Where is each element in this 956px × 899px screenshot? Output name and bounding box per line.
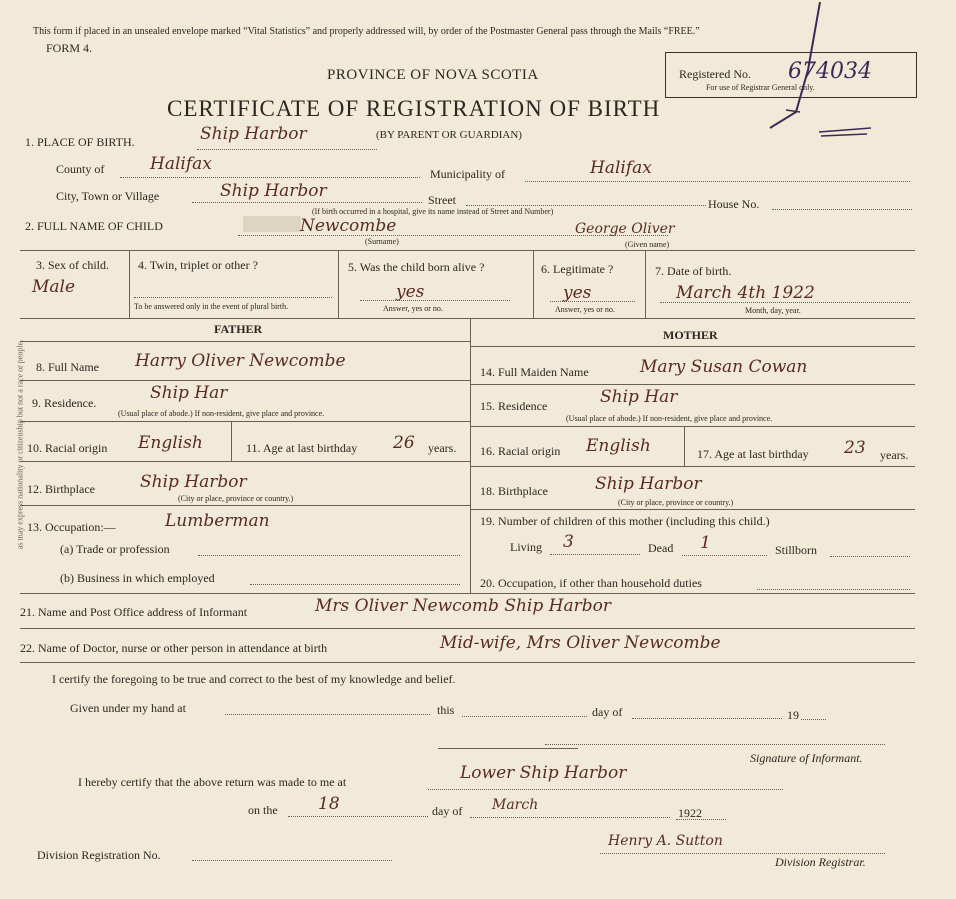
mother-residence-value: Ship Har: [600, 387, 678, 407]
year-prefix: 19: [787, 708, 799, 722]
mother-racial-value: English: [586, 436, 651, 456]
registrar-signature: Henry A. Sutton: [608, 833, 723, 849]
pen-check-mark: [760, 0, 880, 135]
given-under-hand-label: Given under my hand at: [70, 701, 186, 715]
father-birthplace-label: 12. Birthplace: [27, 482, 95, 496]
born-alive-note: Answer, yes or no.: [383, 304, 443, 313]
mother-racial-label: 16. Racial origin: [480, 444, 561, 458]
mother-residence-note: (Usual place of abode.) If non-resident, give place and province.: [566, 414, 773, 423]
dead-label: Dead: [648, 541, 674, 555]
hospital-note: (If birth occurred in a hospital, give its name instead of Street and Number): [312, 207, 554, 216]
division-registration-label: Division Registration No.: [37, 848, 161, 862]
sex-label: 3. Sex of child.: [36, 258, 109, 272]
child-surname: Newcombe: [300, 216, 397, 236]
child-given-name: George Oliver: [575, 221, 675, 237]
father-occupation-value: Lumberman: [165, 511, 270, 531]
born-alive-value: yes: [396, 282, 425, 302]
living-label: Living: [510, 540, 542, 554]
father-business-label: (b) Business in which employed: [60, 571, 215, 585]
father-birthplace-value: Ship Harbor: [140, 472, 247, 492]
mother-children-label: 19. Number of children of this mother (including this child.): [480, 514, 770, 528]
father-residence-value: Ship Har: [150, 383, 228, 403]
house-number-label: House No.: [708, 197, 760, 211]
certificate-title: CERTIFICATE OF REGISTRATION OF BIRTH: [167, 96, 661, 121]
mailing-notice: This form if placed in an unsealed envelope marked “Vital Statistics” and properly addressed will, by order of the Postmaster General pass through the Mails “FREE.”: [33, 26, 700, 37]
mother-birthplace-note: (City or place, province or country.): [618, 498, 734, 507]
mother-age-value: 23: [844, 438, 866, 458]
legitimate-value: yes: [563, 283, 592, 303]
father-name-label: 8. Full Name: [36, 360, 99, 374]
margin-note: as may express nationality or citizenship but not a race or people.: [15, 339, 25, 550]
dead-value: 1: [700, 533, 711, 553]
left-margin-strip: [0, 0, 25, 899]
child-name-label: 2. FULL NAME OF CHILD: [25, 219, 163, 233]
certify-statement: I certify the foregoing to be true and correct to the best of my knowledge and belief.: [52, 672, 456, 686]
registrar-place-value: Lower Ship Harbor: [460, 763, 627, 783]
legitimate-note: Answer, yes or no.: [555, 305, 615, 314]
sex-value: Male: [32, 277, 76, 297]
mother-occupation-label: 20. Occupation, if other than household duties: [480, 576, 702, 590]
mother-age-label: 17. Age at last birthday: [697, 447, 809, 461]
registered-number-note: For use of Registrar General only.: [706, 83, 815, 92]
street-label: Street: [428, 193, 456, 207]
father-trade-label: (a) Trade or profession: [60, 542, 170, 556]
father-age-label: 11. Age at last birthday: [246, 441, 358, 455]
mother-birthplace-value: Ship Harbor: [595, 474, 702, 494]
registrar-month-value: March: [492, 797, 539, 813]
mother-name-label: 14. Full Maiden Name: [480, 365, 589, 379]
province-heading: PROVINCE OF NOVA SCOTIA: [327, 67, 539, 83]
registrar-year-value: 1922: [678, 806, 702, 820]
municipality-label: Municipality of: [430, 167, 505, 181]
day-of-label: day of: [592, 705, 623, 719]
informant-label: 21. Name and Post Office address of Informant: [20, 605, 248, 619]
surname-caption: (Surname): [365, 237, 399, 246]
struck-out-mark: [815, 120, 875, 142]
registrar-day-value: 18: [318, 794, 340, 814]
attendant-label: 22. Name of Doctor, nurse or other person in attendance at birth: [20, 641, 328, 655]
city-label: City, Town or Village: [56, 189, 160, 203]
registrar-signature-caption: Division Registrar.: [775, 855, 866, 869]
born-alive-label: 5. Was the child born alive ?: [348, 260, 485, 274]
place-of-birth-value: Ship Harbor: [200, 124, 307, 144]
stillborn-label: Stillborn: [775, 543, 818, 557]
place-of-birth-note: (BY PARENT OR GUARDIAN): [376, 129, 522, 141]
living-value: 3: [563, 532, 574, 552]
father-heading: FATHER: [214, 322, 263, 336]
place-of-birth-label: 1. PLACE OF BIRTH.: [25, 135, 135, 149]
father-birthplace-note: (City or place, province or country.): [178, 494, 294, 503]
father-occupation-label: 13. Occupation:—: [27, 520, 116, 534]
twin-label: 4. Twin, triplet or other ?: [138, 258, 258, 272]
given-name-caption: (Given name): [625, 240, 670, 249]
father-age-unit: years.: [428, 441, 457, 455]
mother-heading: MOTHER: [663, 328, 718, 342]
registered-number-label: Registered No.: [679, 67, 751, 81]
informant-signature-caption: Signature of Informant.: [750, 751, 863, 765]
father-residence-note: (Usual place of abode.) If non-resident, give place and province.: [118, 409, 325, 418]
attendant-value: Mid-wife, Mrs Oliver Newcombe: [440, 633, 721, 653]
this-label: this: [437, 703, 455, 717]
on-the-label: on the: [248, 803, 278, 817]
registrar-statement: I hereby certify that the above return was made to me at: [78, 775, 347, 789]
date-of-birth-label: 7. Date of birth.: [655, 264, 732, 278]
father-racial-label: 10. Racial origin: [27, 441, 108, 455]
twin-note: To be answered only in the event of plural birth.: [134, 302, 289, 311]
date-of-birth-value: March 4th 1922: [676, 283, 815, 303]
county-label: County of: [56, 162, 105, 176]
father-residence-label: 9. Residence.: [32, 396, 97, 410]
mother-residence-label: 15. Residence: [480, 399, 548, 413]
county-value: Halifax: [150, 154, 212, 174]
legitimate-label: 6. Legitimate ?: [541, 262, 614, 276]
mother-name-value: Mary Susan Cowan: [640, 357, 808, 377]
mother-age-unit: years.: [880, 448, 909, 462]
registered-number-value: 674034: [788, 59, 872, 84]
date-of-birth-note: Month, day, year.: [745, 306, 801, 315]
erasure-mark: [243, 216, 301, 232]
informant-value: Mrs Oliver Newcomb Ship Harbor: [315, 596, 611, 616]
father-name-value: Harry Oliver Newcombe: [135, 351, 346, 371]
father-racial-value: English: [138, 433, 203, 453]
municipality-value: Halifax: [590, 158, 652, 178]
mother-birthplace-label: 18. Birthplace: [480, 484, 548, 498]
father-age-value: 26: [393, 433, 415, 453]
form-number: FORM 4.: [46, 41, 93, 55]
city-value: Ship Harbor: [220, 181, 327, 201]
registrar-day-of-label: day of: [432, 804, 463, 818]
